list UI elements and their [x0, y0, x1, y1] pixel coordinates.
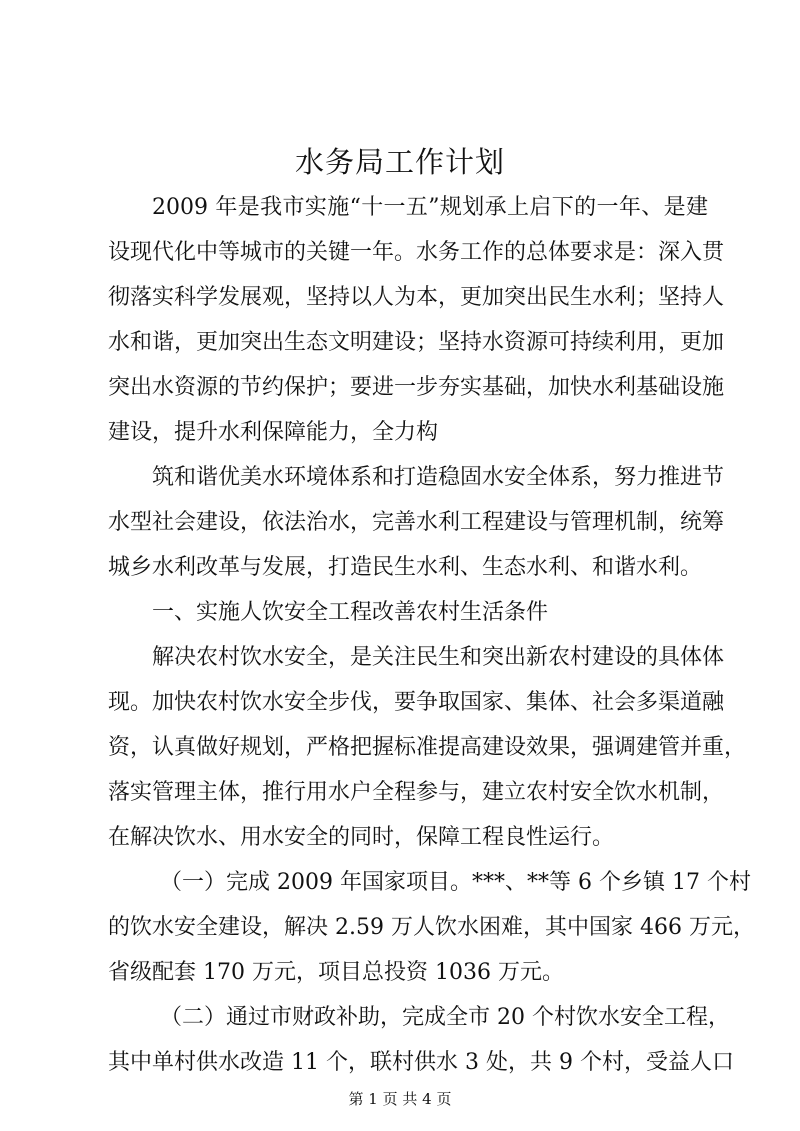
section-heading-1: 一、实施人饮安全工程改善农村生活条件 [152, 600, 549, 625]
paragraph1-line-1: 2009 年是我市实施“十一五”规划承上启下的一年、是建 [152, 195, 708, 220]
document-title: 水务局工作计划 [294, 145, 505, 179]
paragraph5-line-1: （二）通过市财政补助，完成全市 20 个村饮水安全工程， [160, 1005, 730, 1030]
paragraph1-line-6: 建设，提升水利保障能力，全力构 [108, 420, 439, 445]
paragraph3-line-2: 现。加快农村饮水安全步伐，要争取国家、集体、社会多渠道融 [108, 690, 725, 715]
paragraph5-line-2: 其中单村供水改造 11 个，联村供水 3 处，共 9 个村，受益人口 [108, 1050, 734, 1075]
paragraph3-line-5: 在解决饮水、用水安全的同时，保障工程良性运行。 [108, 825, 615, 850]
paragraph1-line-5: 突出水资源的节约保护；要进一步夯实基础，加快水利基础设施 [108, 375, 725, 400]
paragraph2-line-2: 水型社会建设，依法治水，完善水利工程建设与管理机制，统筹 [108, 510, 725, 535]
paragraph4-line-2: 的饮水安全建设，解决 2.59 万人饮水困难，其中国家 466 万元， [108, 915, 755, 940]
paragraph4-line-3: 省级配套 170 万元，项目总投资 1036 万元。 [108, 960, 564, 985]
paragraph2-line-3: 城乡水利改革与发展，打造民生水利、生态水利、和谐水利。 [108, 555, 703, 580]
paragraph3-line-4: 落实管理主体，推行用水户全程参与，建立农村安全饮水机制， [108, 780, 725, 805]
paragraph1-line-3: 彻落实科学发展观，坚持以人为本，更加突出民生水利；坚持人 [108, 285, 725, 310]
paragraph3-line-3: 资，认真做好规划，严格把握标准提高建设效果，强调建管并重， [108, 735, 747, 760]
paragraph4-line-1: （一）完成 2009 年国家项目。***、**等 6 个乡镇 17 个村 [160, 870, 751, 895]
paragraph1-line-4: 水和谐，更加突出生态文明建设；坚持水资源可持续利用，更加 [108, 330, 725, 355]
page-footer: 第 1 页 共 4 页 [348, 1090, 452, 1108]
paragraph2-line-1: 筑和谐优美水环境体系和打造稳固水安全体系，努力推进节 [152, 465, 725, 490]
paragraph1-line-2: 设现代化中等城市的关键一年。水务工作的总体要求是：深入贯 [108, 240, 725, 265]
paragraph3-line-1: 解决农村饮水安全，是关注民生和突出新农村建设的具体体 [152, 645, 725, 670]
